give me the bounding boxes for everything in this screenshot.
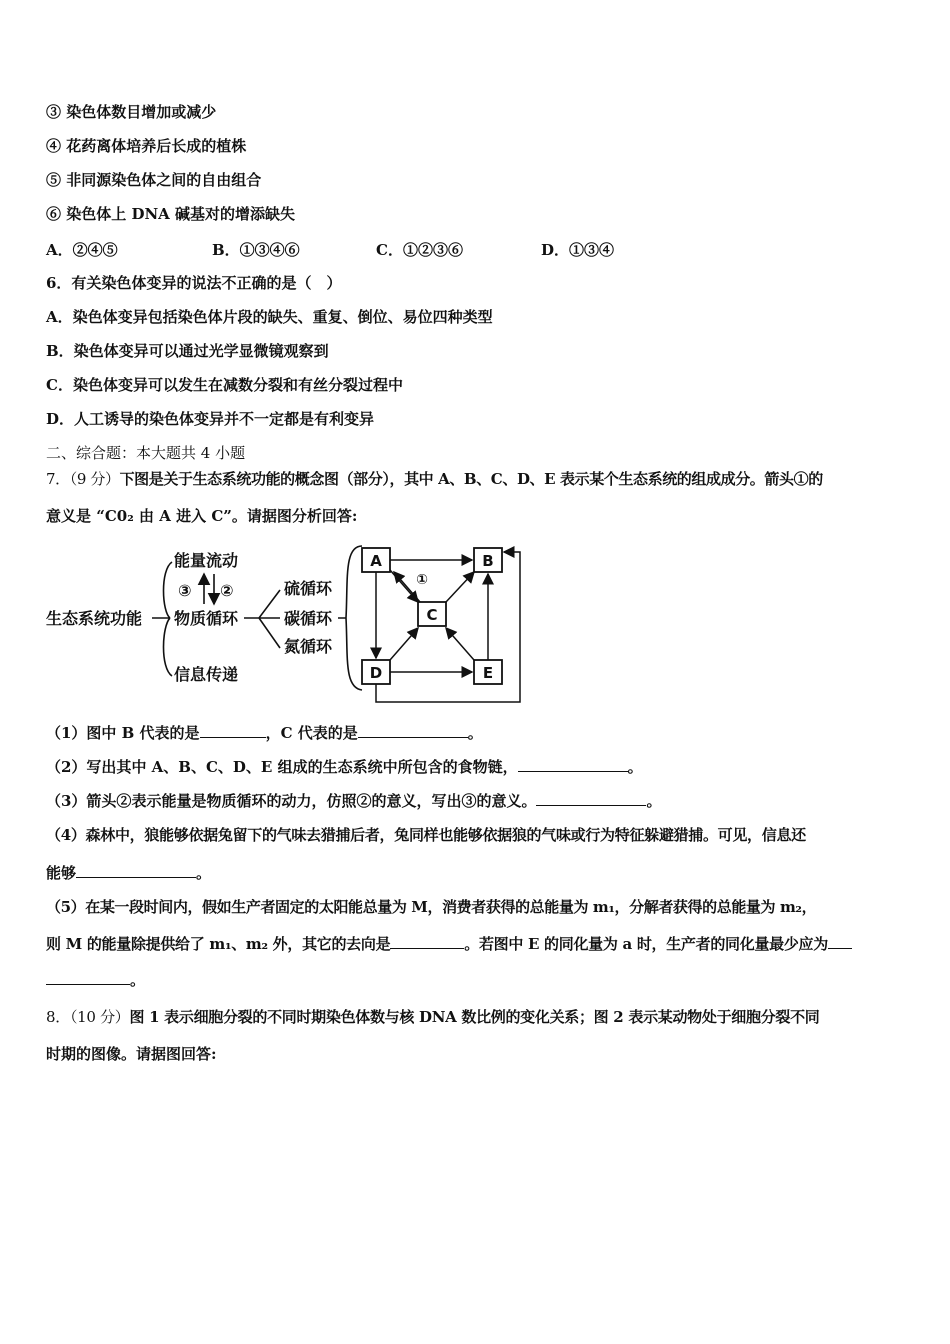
diagram-carbon-label: 碳循环	[284, 609, 333, 628]
diagram-box-e-label: E	[482, 664, 494, 682]
q7-stem-line1	[46, 469, 823, 489]
q8-number: 8．（10 分）	[46, 1008, 130, 1026]
diagram-arrow2-label: ②	[220, 581, 234, 600]
diagram-root-label: 生态系统功能	[46, 609, 143, 628]
diagram-box-d-label: D	[369, 664, 383, 682]
diagram-left-brace	[152, 562, 172, 676]
diagram-energy-label: 能量流动	[174, 551, 239, 570]
diagram-right-brace	[338, 546, 362, 690]
q5-item-4: ④ 花药离体培养后长成的植株	[46, 137, 247, 155]
q7-part2-end: 。	[627, 758, 643, 776]
diagram-box-c-label: C	[426, 606, 438, 624]
q5-option-a: A．②④⑤	[46, 241, 118, 259]
q7-stem-line2: 意义是 “C0₂ 由 A 进入 C”。请据图分析回答:	[46, 507, 358, 525]
q7-part5-line3	[46, 970, 145, 990]
diagram-arrow-a-c	[390, 570, 418, 602]
q5-option-c: C．①②③⑥	[376, 241, 463, 259]
q5-item-6: ⑥ 染色体上 DNA 碱基对的增添缺失	[46, 205, 296, 223]
q8-line2: 时期的图像。请据图回答:	[46, 1045, 217, 1063]
diagram-arrow1-label: ①	[416, 572, 428, 588]
q7-stem-text: 下图是关于生态系统功能的概念图（部分），其中 A、B、C、D、E 表示某个生态系统的组成成分。箭头①的	[119, 470, 823, 488]
q7-part1	[46, 723, 483, 743]
q7-part3-blank[interactable]	[536, 791, 646, 806]
diagram-matter-label: 物质循环	[174, 609, 239, 628]
q7-part1-text-b: ，C 代表的是	[265, 724, 358, 742]
q7-part2-text: （2）写出其中 A、B、C、D、E 组成的生态系统中所包含的食物链，	[46, 758, 518, 776]
diagram-box-a-label: A	[370, 552, 382, 570]
diagram-arrow-c-b	[446, 572, 474, 602]
q5-item-5: ⑤ 非同源染色体之间的自由组合	[46, 171, 262, 189]
q7-part4-line2	[46, 863, 211, 883]
q5-item-3: ③ 染色体数目增加或减少	[46, 103, 217, 121]
q7-part3	[46, 791, 661, 811]
q7-part1-text-a: （1）图中 B 代表的是	[46, 724, 200, 742]
q7-part4-end: 。	[196, 864, 212, 882]
q7-part1-blank-c[interactable]	[358, 723, 468, 738]
q7-part5-end: 。	[130, 971, 146, 989]
q5-option-b: B．①③④⑥	[212, 241, 300, 259]
q7-part3-end: 。	[646, 792, 662, 810]
q7-part5-line2	[46, 934, 852, 954]
q7-number: 7．（9 分）	[46, 470, 120, 488]
q7-part2	[46, 757, 643, 777]
q6-stem: 6．有关染色体变异的说法不正确的是（ ）	[46, 274, 342, 292]
q6-option-d: D．人工诱导的染色体变异并不一定都是有利变异	[46, 410, 375, 428]
diagram-nitrogen-label: 氮循环	[284, 637, 333, 656]
diagram-cycle-fork	[244, 590, 280, 648]
q8-line1	[46, 1007, 819, 1027]
diagram-arrow-e-c	[446, 628, 474, 660]
diagram-arrow3-label: ③	[178, 581, 192, 600]
section-title: 二、综合题：本大题共 4 小题	[46, 444, 246, 462]
q6-option-c: C．染色体变异可以发生在减数分裂和有丝分裂过程中	[46, 376, 403, 394]
q7-part4-blank[interactable]	[76, 863, 196, 878]
q6-option-a: A．染色体变异包括染色体片段的缺失、重复、倒位、易位四种类型	[46, 308, 493, 326]
q7-part4-text: 能够	[46, 864, 77, 882]
q7-part1-text-c: 。	[467, 724, 483, 742]
q5-option-d: D．①③④	[541, 241, 615, 259]
q7-part1-blank-b[interactable]	[200, 723, 266, 738]
q6-option-b: B．染色体变异可以通过光学显微镜观察到	[46, 342, 329, 360]
q7-part5-text-b: 则 M 的能量除提供给了 m₁、m₂ 外，其它的去向是	[46, 935, 391, 953]
diagram-sulfur-label: 硫循环	[284, 579, 333, 598]
q7-part3-text: （3）箭头②表示能量是物质循环的动力，仿照②的意义，写出③的意义。	[46, 792, 537, 810]
q7-part5-line1: （5）在某一段时间内，假如生产者固定的太阳能总量为 M，消费者获得的总能量为 m₁，分解者获得的总能量为 m₂，	[46, 898, 817, 916]
q7-part5-blank-c[interactable]	[390, 934, 464, 949]
q8-line1-text: 图 1 表示细胞分裂的不同时期染色体数与核 DNA 数比例的变化关系；图 2 表示某动物处于细胞分裂不同	[129, 1008, 820, 1026]
q7-part4-line1: （4）森林中，狼能够依据兔留下的气味去猎捕后者，兔同样也能够依据狼的气味或行为特征躲避猎捕。可见，信息还	[46, 826, 806, 844]
diagram-arrow-d-c	[390, 628, 418, 660]
q7-part5-blank-d2[interactable]	[46, 970, 130, 985]
q7-part5-text-c: 。若图中 E 的同化量为 a 时，生产者的同化量最少应为	[464, 935, 828, 953]
q7-part5-blank-d1[interactable]	[828, 934, 852, 949]
q7-part2-blank[interactable]	[518, 757, 628, 772]
diagram-box-b-label: B	[482, 552, 494, 570]
ecosystem-concept-diagram	[44, 540, 544, 708]
diagram-info-label: 信息传递	[174, 665, 239, 684]
